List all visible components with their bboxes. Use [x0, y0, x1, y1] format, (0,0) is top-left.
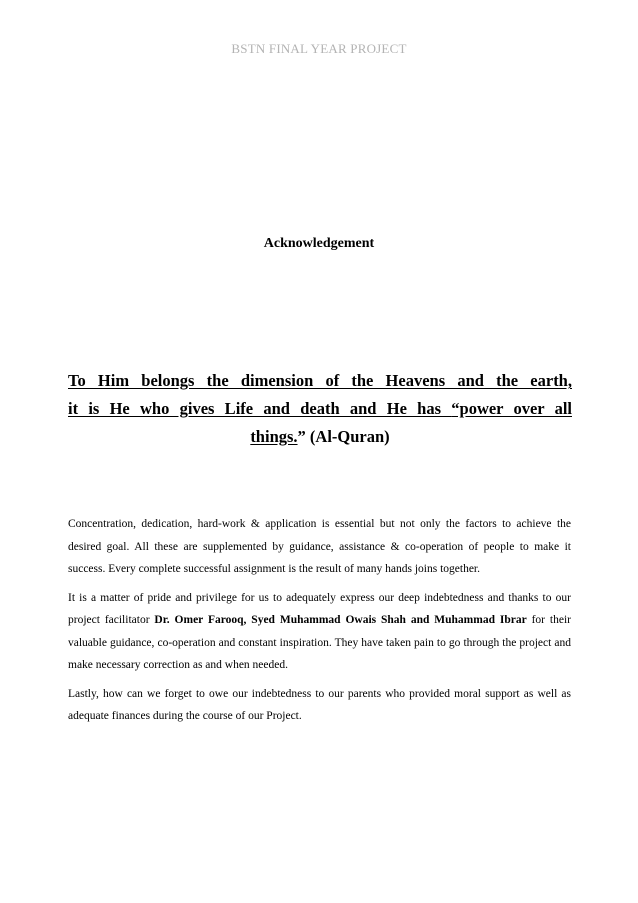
- quote-line-1-text: To Him belongs the dimension of the Heavens and the earth,: [68, 371, 572, 390]
- quote-line-3: [68, 423, 572, 451]
- acknowledgement-body: [68, 513, 571, 734]
- paragraph-2: [68, 587, 571, 677]
- facilitator-names: Dr. Omer Farooq, Syed Muhammad Owais Shah and Muhammad Ibrar: [154, 614, 527, 626]
- paragraph-2-rest: for their valuable guidance, co-operation and constant inspiration. They have taken pain to go through the project and make necessary correction as and when needed.: [68, 614, 571, 671]
- quote-line-2-text: it is He who gives Life and death and He has: [68, 399, 452, 418]
- quote-line-2-quoted: “power over all: [451, 399, 572, 418]
- quran-quote: [68, 367, 572, 451]
- quote-line-3-underlined: things.: [250, 427, 298, 446]
- page-title: Acknowledgement: [263, 236, 375, 251]
- quote-line-2: [68, 395, 572, 423]
- paragraph-3: Lastly, how can we forget to owe our indebtedness to our parents who provided moral support as well as adequate finances during the course of our Project.: [68, 687, 571, 722]
- page-header: BSTN FINAL YEAR PROJECT: [231, 41, 407, 56]
- quote-source: ” (Al-Quran): [297, 427, 390, 446]
- paragraph-2-intro: It is a matter of pride and privilege for us to adequately express our deep indebtedness and thanks to our project facilitator: [68, 591, 571, 626]
- quote-line-1: [68, 367, 572, 395]
- paragraph-1: Concentration, dedication, hard-work & application is essential but not only the factors to achieve the desired goal. All these are supplemented by guidance, assistance & co-operation of people to make it success. Every complete successful assignment is the result of many hands joins together.: [68, 518, 571, 575]
